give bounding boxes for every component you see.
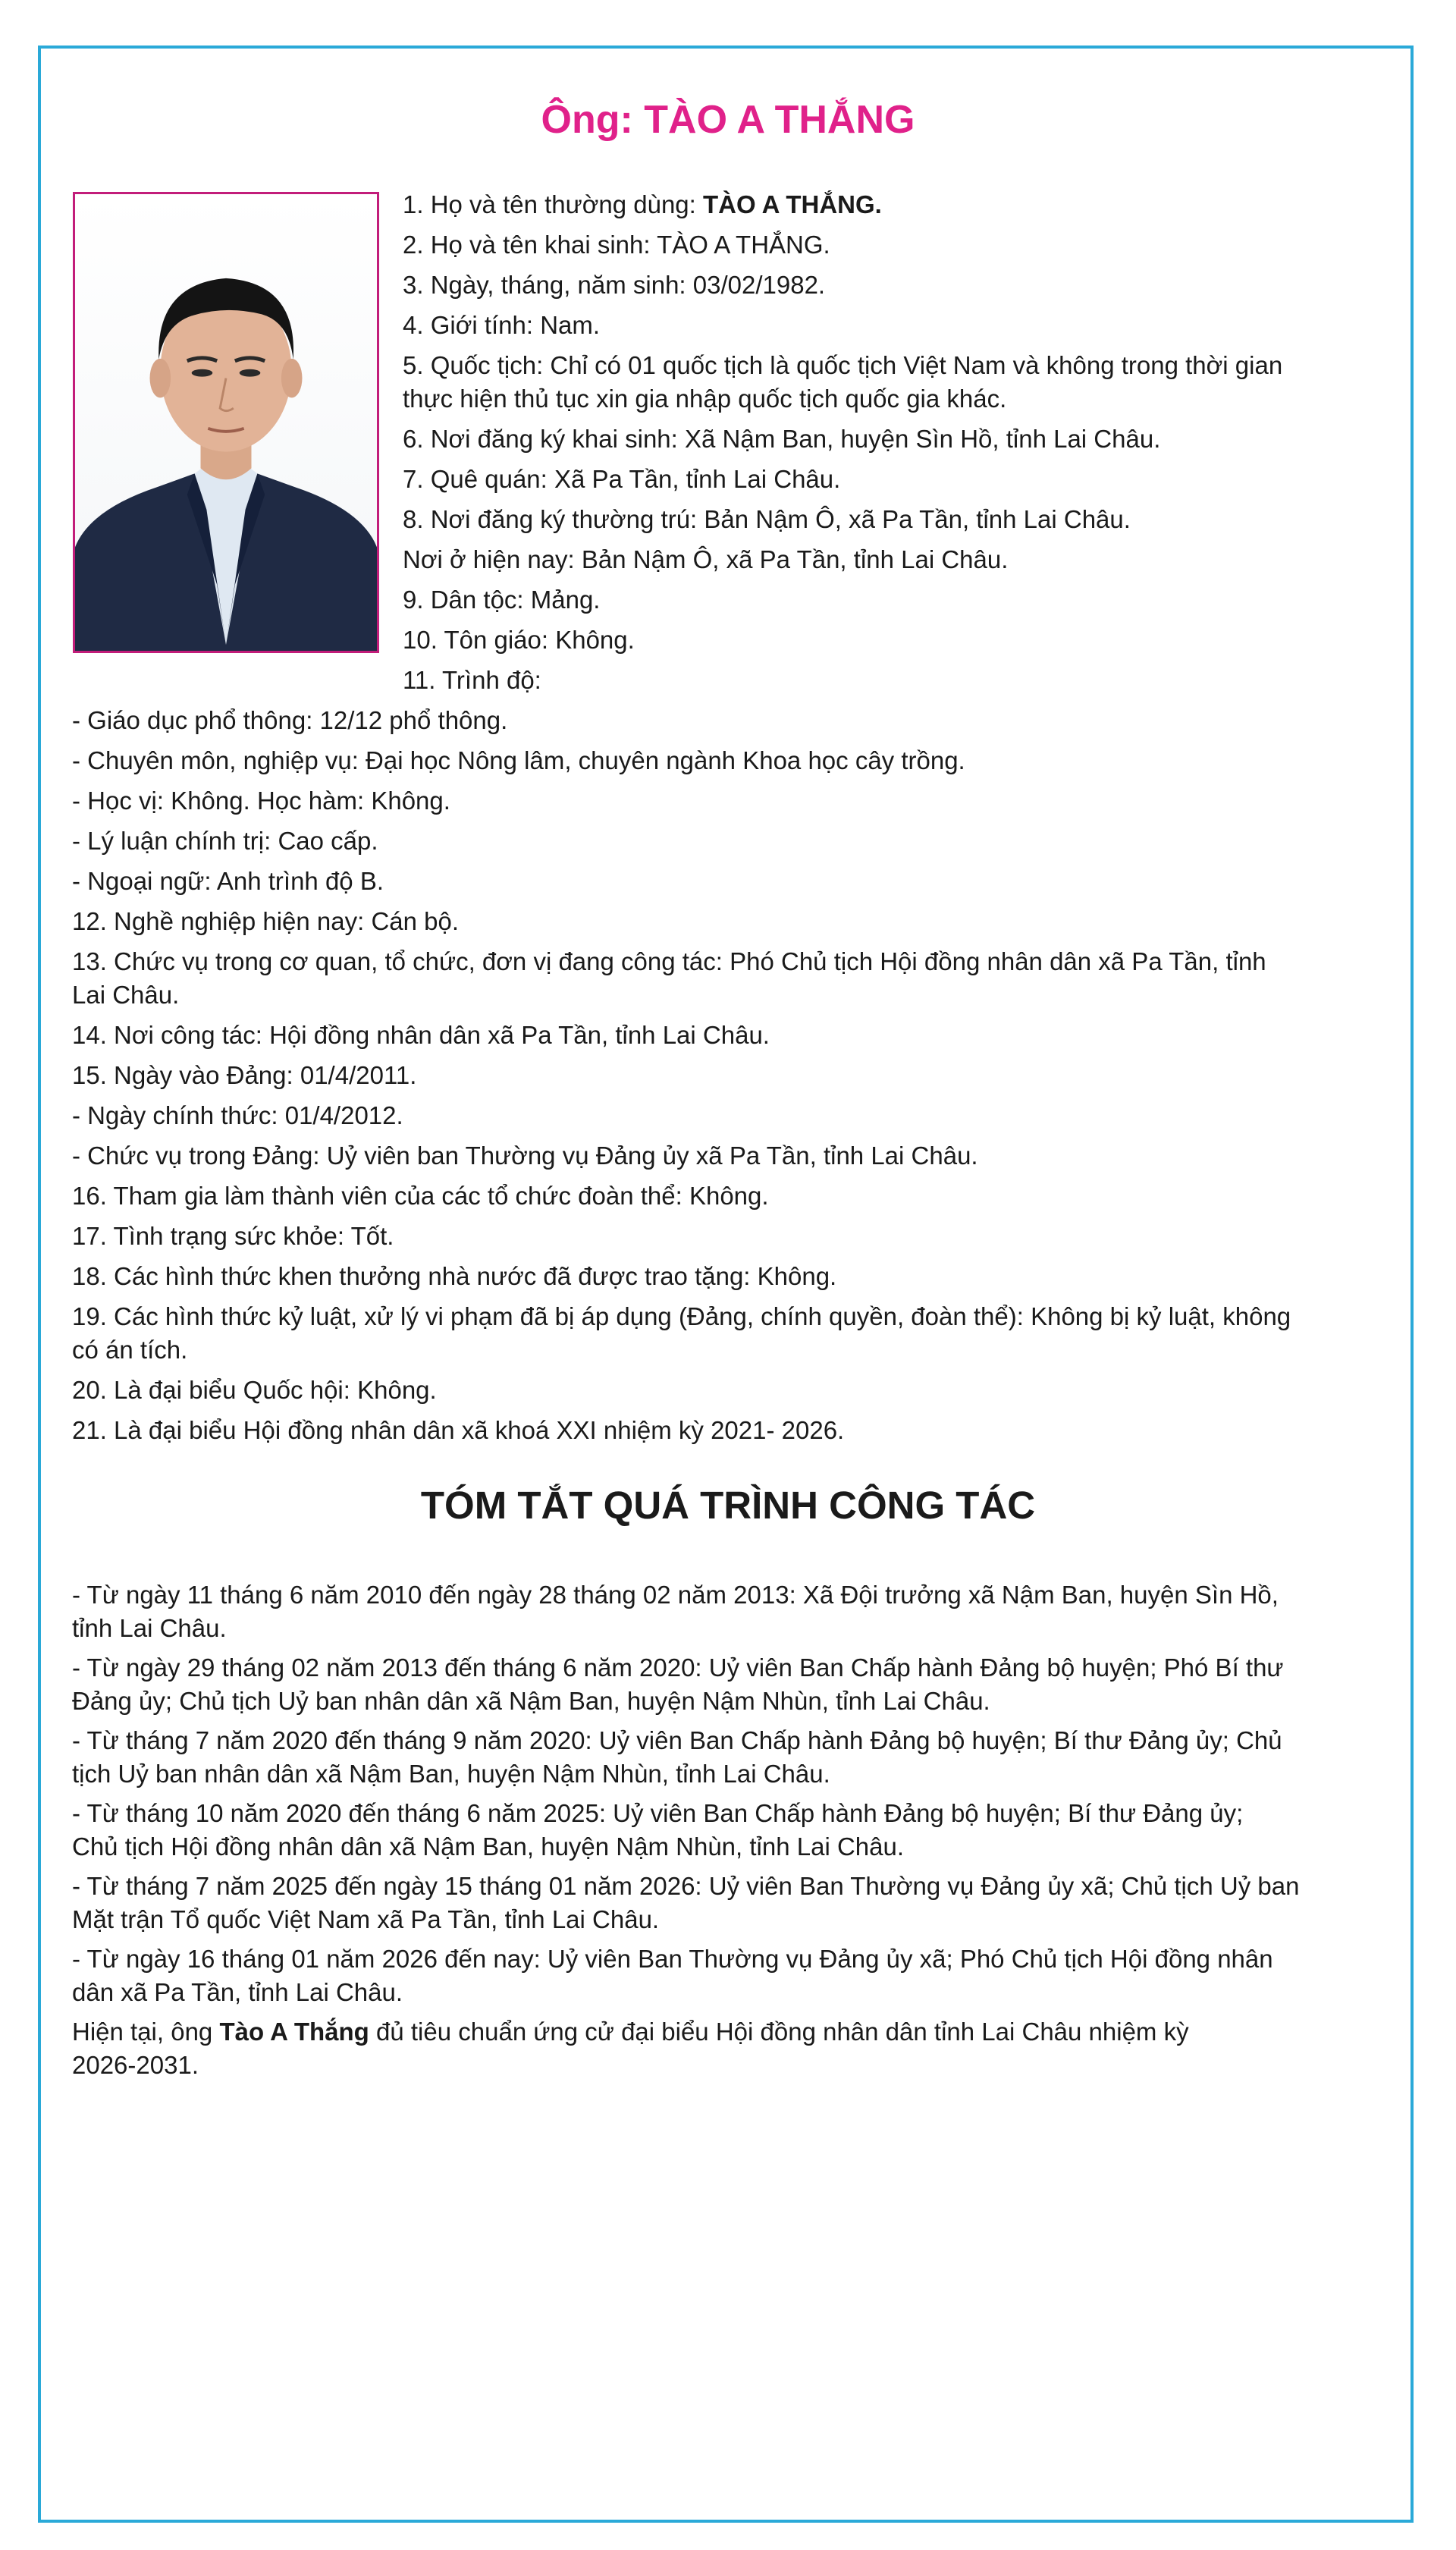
bio-name-bold: TÀO A THẮNG. xyxy=(702,190,882,218)
career-item-2b: Đảng ủy; Chủ tịch Uỷ ban nhân dân xã Nậm Ban, huyện Nậm Nhùn, tỉnh Lai Châu. xyxy=(72,1687,990,1715)
bio-line-12: 12. Nghề nghiệp hiện nay: Cán bộ. xyxy=(72,907,460,935)
bio-line-17: 17. Tình trạng sức khỏe: Tốt. xyxy=(72,1222,394,1250)
bio-line-19a: 19. Các hình thức kỷ luật, xử lý vi phạm đã bị áp dụng (Đảng, chính quyền, đoàn thể): Không bị kỷ luật, không xyxy=(72,1302,1291,1330)
candidate-name-bold: Tào A Thắng xyxy=(219,2018,369,2046)
bio-line-9: 9. Dân tộc: Mảng. xyxy=(403,586,601,614)
bio-line-11: 11. Trình độ: xyxy=(403,666,541,694)
bio-line-1: 1. Họ và tên thường dùng: TÀO A THẮNG. xyxy=(403,190,882,218)
bio-line-7: 7. Quê quán: Xã Pa Tần, tỉnh Lai Châu. xyxy=(403,465,841,493)
career-heading: TÓM TẮT QUÁ TRÌNH CÔNG TÁC xyxy=(420,1484,1036,1527)
bio-line-20: 20. Là đại biểu Quốc hội: Không. xyxy=(72,1376,437,1404)
career-item-5b: Mặt trận Tổ quốc Việt Nam xã Pa Tần, tỉnh Lai Châu. xyxy=(72,1905,660,1933)
bio-line-11c: - Học vị: Không. Học hàm: Không. xyxy=(72,787,450,815)
career-item-6b: dân xã Pa Tần, tỉnh Lai Châu. xyxy=(72,1978,403,2006)
bio-line-11a: - Giáo dục phổ thông: 12/12 phổ thông. xyxy=(72,706,508,734)
career-conclusion-b: 2026-2031. xyxy=(72,2051,199,2079)
bio-line-14: 14. Nơi công tác: Hội đồng nhân dân xã Pa Tần, tỉnh Lai Châu. xyxy=(72,1021,770,1049)
career-item-5a: - Từ tháng 7 năm 2025 đến ngày 15 tháng 01 năm 2026: Uỷ viên Ban Thường vụ Đảng ủy xã; Chủ tịch Uỷ ban xyxy=(72,1872,1300,1900)
bio-line-13b: Lai Châu. xyxy=(72,981,180,1009)
candidate-title: Ông: TÀO A THẮNG xyxy=(541,98,915,142)
bio-line-21: 21. Là đại biểu Hội đồng nhân dân xã khoá XXI nhiệm kỳ 2021- 2026. xyxy=(72,1416,845,1444)
bio-line-11e: - Ngoại ngữ: Anh trình độ B. xyxy=(72,867,384,895)
career-item-3b: tịch Uỷ ban nhân dân xã Nậm Ban, huyện Nậm Nhùn, tỉnh Lai Châu. xyxy=(72,1760,830,1788)
bio-line-3: 3. Ngày, tháng, năm sinh: 03/02/1982. xyxy=(403,271,826,299)
portrait-photo-icon xyxy=(75,194,377,651)
bio-line-6: 6. Nơi đăng ký khai sinh: Xã Nậm Ban, huyện Sìn Hồ, tỉnh Lai Châu. xyxy=(403,425,1161,453)
bio-line-8b: Nơi ở hiện nay: Bản Nậm Ô, xã Pa Tần, tỉnh Lai Châu. xyxy=(403,545,1009,573)
career-item-1a: - Từ ngày 11 tháng 6 năm 2010 đến ngày 28 tháng 02 năm 2013: Xã Đội trưởng xã Nậm Ban, huyện Sìn Hồ, xyxy=(72,1581,1279,1609)
bio-line-2: 2. Họ và tên khai sinh: TÀO A THẮNG. xyxy=(403,231,830,259)
career-item-4a: - Từ tháng 10 năm 2020 đến tháng 6 năm 2025: Uỷ viên Ban Chấp hành Đảng bộ huyện; Bí thư Đảng ủy; xyxy=(72,1799,1244,1827)
bio-line-8: 8. Nơi đăng ký thường trú: Bản Nậm Ô, xã Pa Tần, tỉnh Lai Châu. xyxy=(403,505,1131,533)
career-item-2a: - Từ ngày 29 tháng 02 năm 2013 đến tháng 6 năm 2020: Uỷ viên Ban Chấp hành Đảng bộ huyện; Phó Bí thư xyxy=(72,1653,1284,1682)
bio-line-5b: thực hiện thủ tục xin gia nhập quốc tịch quốc gia khác. xyxy=(403,385,1007,413)
bio-line-13a: 13. Chức vụ trong cơ quan, tổ chức, đơn vị đang công tác: Phó Chủ tịch Hội đồng nhân dân xã Pa Tần, tỉnh xyxy=(72,947,1266,975)
bio-line-19b: có án tích. xyxy=(72,1336,188,1364)
career-conclusion: Hiện tại, ông Tào A Thắng đủ tiêu chuẩn ứng cử đại biểu Hội đồng nhân dân tỉnh Lai Châu nhiệm kỳ xyxy=(72,2018,1189,2046)
bio-line-11d: - Lý luận chính trị: Cao cấp. xyxy=(72,827,378,855)
bio-line-15b: - Chức vụ trong Đảng: Uỷ viên ban Thường vụ Đảng ủy xã Pa Tần, tỉnh Lai Châu. xyxy=(72,1142,978,1170)
bio-line-11b: - Chuyên môn, nghiệp vụ: Đại học Nông lâm, chuyên ngành Khoa học cây trồng. xyxy=(72,746,965,774)
portrait-photo xyxy=(73,192,379,653)
bio-line-16: 16. Tham gia làm thành viên của các tổ chức đoàn thể: Không. xyxy=(72,1182,769,1210)
bio-line-5a: 5. Quốc tịch: Chỉ có 01 quốc tịch là quốc tịch Việt Nam và không trong thời gian xyxy=(403,351,1283,379)
bio-line-15a: - Ngày chính thức: 01/4/2012. xyxy=(72,1101,403,1129)
career-item-1b: tỉnh Lai Châu. xyxy=(72,1614,227,1642)
career-item-3a: - Từ tháng 7 năm 2020 đến tháng 9 năm 2020: Uỷ viên Ban Chấp hành Đảng bộ huyện; Bí thư Đảng ủy; Chủ xyxy=(72,1726,1282,1754)
bio-line-4: 4. Giới tính: Nam. xyxy=(403,311,601,339)
bio-line-10: 10. Tôn giáo: Không. xyxy=(403,626,635,654)
career-item-4b: Chủ tịch Hội đồng nhân dân xã Nậm Ban, huyện Nậm Nhùn, tỉnh Lai Châu. xyxy=(72,1832,905,1861)
career-item-6a: - Từ ngày 16 tháng 01 năm 2026 đến nay: Uỷ viên Ban Thường vụ Đảng ủy xã; Phó Chủ tịch Hội đồng nhân xyxy=(72,1945,1273,1973)
bio-line-15: 15. Ngày vào Đảng: 01/4/2011. xyxy=(72,1061,417,1089)
bio-line-18: 18. Các hình thức khen thưởng nhà nước đã được trao tặng: Không. xyxy=(72,1262,837,1290)
